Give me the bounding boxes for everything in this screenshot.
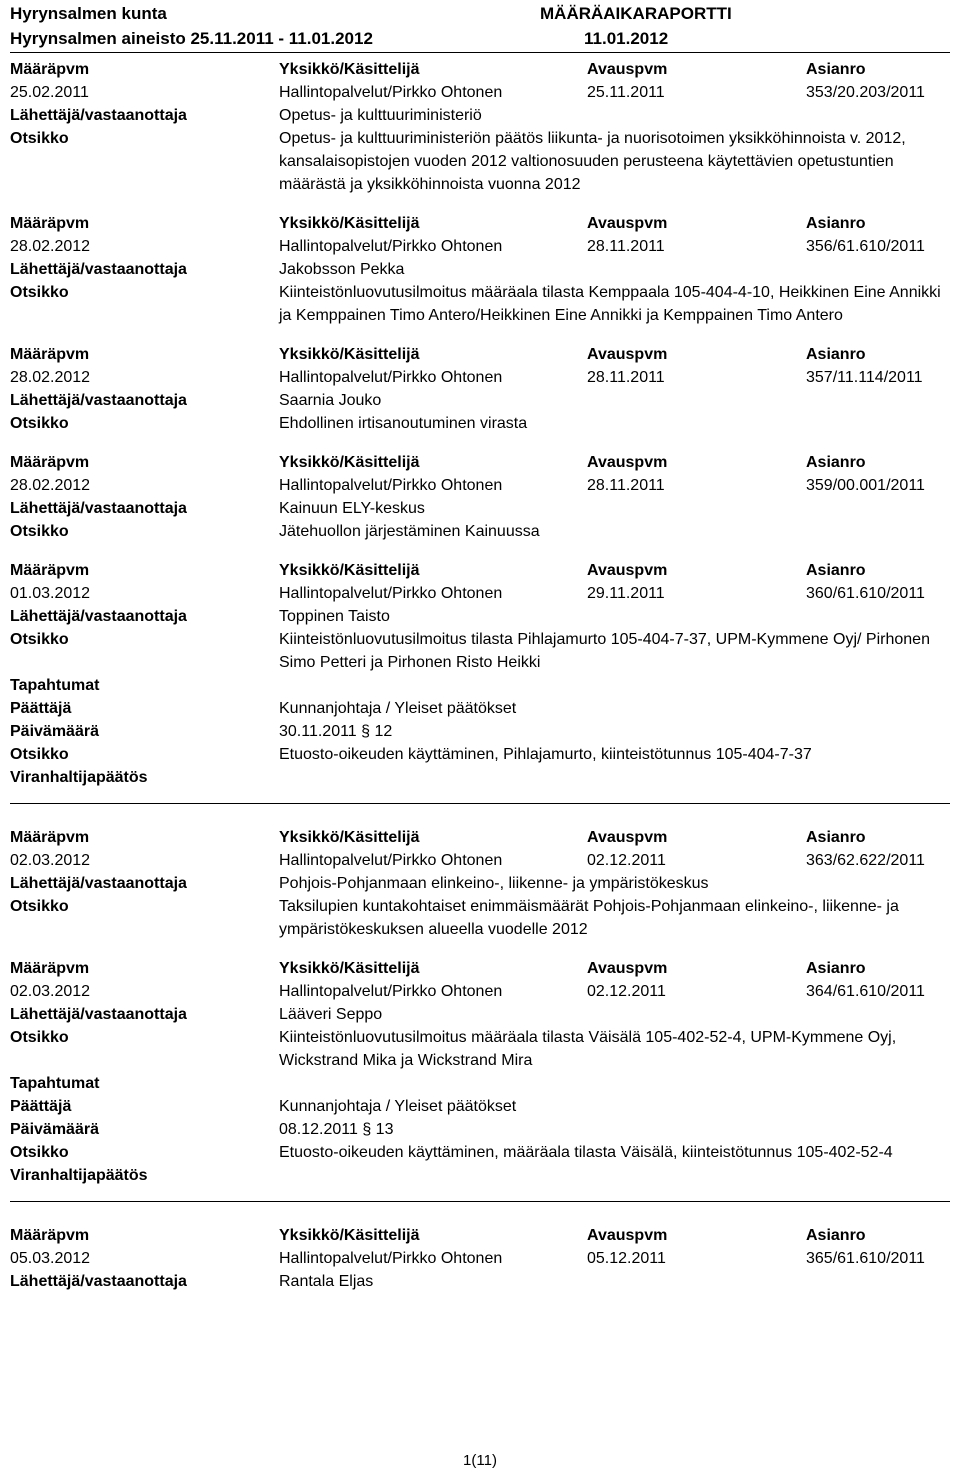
decision-type-label: Viranhaltijapäätös	[10, 1167, 148, 1184]
column-header-opened: Avauspvm	[587, 562, 668, 579]
record	[10, 451, 950, 543]
report-range: Hyrynsalmen aineisto 25.11.2011 - 11.01.2012	[10, 29, 373, 48]
column-header-deadline: Määräpvm	[10, 61, 90, 78]
case-number: 363/62.622/2011	[806, 852, 925, 869]
column-header-case: Asianro	[806, 960, 866, 977]
decider-row	[10, 697, 950, 720]
record-header-row	[10, 957, 950, 980]
column-header-case: Asianro	[806, 346, 866, 363]
record-values-row	[10, 980, 950, 1003]
decision-date-row	[10, 1118, 950, 1141]
sender-value: Toppinen Taisto	[279, 608, 390, 625]
report-date: 11.01.2012	[584, 29, 669, 48]
unit-value: Hallintopalvelut/Pirkko Ohtonen	[279, 852, 503, 869]
case-number: 356/61.610/2011	[806, 238, 925, 255]
subject-row	[10, 281, 950, 327]
sender-value: Rantala Eljas	[279, 1273, 374, 1290]
sender-row	[10, 258, 950, 281]
record-divider	[10, 1201, 950, 1202]
subject-label: Otsikko	[10, 523, 69, 540]
sender-row	[10, 1003, 950, 1026]
subject-row	[10, 895, 950, 941]
record	[10, 826, 950, 941]
column-header-deadline: Määräpvm	[10, 562, 90, 579]
sender-row	[10, 389, 950, 412]
opened-value: 28.11.2011	[587, 238, 665, 255]
column-header-deadline: Määräpvm	[10, 454, 90, 471]
record-values-row	[10, 1247, 950, 1270]
subject-value: Jätehuollon järjestäminen Kainuussa	[279, 523, 540, 540]
column-header-opened: Avauspvm	[587, 454, 668, 471]
record	[10, 957, 950, 1202]
case-number: 365/61.610/2011	[806, 1250, 925, 1267]
record-values-row	[10, 474, 950, 497]
sender-label: Lähettäjä/vastaanottaja	[10, 107, 187, 124]
opened-value: 02.12.2011	[587, 852, 666, 869]
column-header-deadline: Määräpvm	[10, 346, 90, 363]
deadline-value: 02.03.2012	[10, 852, 91, 869]
sender-label: Lähettäjä/vastaanottaja	[10, 1273, 187, 1290]
subject-label: Otsikko	[10, 415, 69, 432]
unit-value: Hallintopalvelut/Pirkko Ohtonen	[279, 1250, 503, 1267]
decision-subject-label: Otsikko	[10, 1144, 69, 1161]
sender-label: Lähettäjä/vastaanottaja	[10, 1006, 187, 1023]
decision-subject-value: Etuosto-oikeuden käyttäminen, määräala tilasta Väisälä, kiinteistötunnus 105-402-52-4	[279, 1144, 893, 1161]
record-list	[10, 58, 950, 1309]
unit-value: Hallintopalvelut/Pirkko Ohtonen	[279, 84, 503, 101]
unit-value: Hallintopalvelut/Pirkko Ohtonen	[279, 369, 503, 386]
decider-row	[10, 1095, 950, 1118]
column-header-unit: Yksikkö/Käsittelijä	[279, 562, 420, 579]
subject-label: Otsikko	[10, 631, 69, 648]
record	[10, 212, 950, 327]
opened-value: 29.11.2011	[587, 585, 665, 602]
record-header-row	[10, 559, 950, 582]
decision-date-value: 30.11.2011 § 12	[279, 723, 393, 740]
deadline-value: 28.02.2012	[10, 477, 91, 494]
subject-value: Kiinteistönluovutusilmoitus määräala tilasta Väisälä 105-402-52-4, UPM-Kymmene Oyj, Wickstrand Mika ja Wickstrand Mira	[279, 1029, 897, 1069]
decision-date-value: 08.12.2011 § 13	[279, 1121, 394, 1138]
sender-row	[10, 497, 950, 520]
column-header-deadline: Määräpvm	[10, 829, 90, 846]
record-values-row	[10, 366, 950, 389]
record-header-row	[10, 212, 950, 235]
opened-value: 28.11.2011	[587, 369, 665, 386]
record-values-row	[10, 582, 950, 605]
subject-value: Taksilupien kuntakohtaiset enimmäismäärät Pohjois-Pohjanmaan elinkeino-, liikenne- ja ympäristökeskuksen alueella vuodelle 2012	[279, 898, 899, 938]
decision-date-label: Päivämäärä	[10, 723, 99, 740]
sender-value: Lääveri Seppo	[279, 1006, 383, 1023]
sender-value: Opetus- ja kulttuuriministeriö	[279, 107, 482, 124]
sender-value: Kainuun ELY-keskus	[279, 500, 425, 517]
case-number: 353/20.203/2011	[806, 84, 925, 101]
record	[10, 1224, 950, 1293]
unit-value: Hallintopalvelut/Pirkko Ohtonen	[279, 238, 503, 255]
sender-label: Lähettäjä/vastaanottaja	[10, 500, 187, 517]
unit-value: Hallintopalvelut/Pirkko Ohtonen	[279, 585, 503, 602]
subject-label: Otsikko	[10, 898, 69, 915]
sender-label: Lähettäjä/vastaanottaja	[10, 392, 187, 409]
record-values-row	[10, 235, 950, 258]
opened-value: 02.12.2011	[587, 983, 666, 1000]
case-number: 359/00.001/2011	[806, 477, 925, 494]
opened-value: 05.12.2011	[587, 1250, 666, 1267]
decider-label: Päättäjä	[10, 1098, 72, 1115]
column-header-unit: Yksikkö/Käsittelijä	[279, 829, 420, 846]
sender-value: Pohjois-Pohjanmaan elinkeino-, liikenne- ja ympäristökeskus	[279, 875, 709, 892]
sender-row	[10, 872, 950, 895]
case-number: 364/61.610/2011	[806, 983, 925, 1000]
subject-value: Kiinteistönluovutusilmoitus tilasta Pihlajamurto 105-404-7-37, UPM-Kymmene Oyj/ Pirhonen Simo Petteri ja Pirhonen Risto Heikki	[279, 631, 930, 671]
record-header-row	[10, 826, 950, 849]
sender-label: Lähettäjä/vastaanottaja	[10, 875, 187, 892]
events-row	[10, 674, 950, 697]
subject-row	[10, 412, 950, 435]
decision-subject-value: Etuosto-oikeuden käyttäminen, Pihlajamurto, kiinteistötunnus 105-404-7-37	[279, 746, 812, 763]
events-label: Tapahtumat	[10, 677, 100, 694]
record-values-row	[10, 849, 950, 872]
column-header-case: Asianro	[806, 1227, 866, 1244]
column-header-opened: Avauspvm	[587, 829, 668, 846]
record	[10, 559, 950, 804]
subject-row	[10, 1026, 950, 1072]
unit-value: Hallintopalvelut/Pirkko Ohtonen	[279, 477, 503, 494]
column-header-deadline: Määräpvm	[10, 1227, 90, 1244]
sender-label: Lähettäjä/vastaanottaja	[10, 608, 187, 625]
deadline-value: 01.03.2012	[10, 585, 91, 602]
column-header-opened: Avauspvm	[587, 346, 668, 363]
opened-value: 28.11.2011	[587, 477, 665, 494]
column-header-case: Asianro	[806, 829, 866, 846]
decision-subject-row	[10, 1141, 950, 1164]
column-header-opened: Avauspvm	[587, 61, 668, 78]
deadline-value: 25.02.2011	[10, 84, 89, 101]
column-header-opened: Avauspvm	[587, 960, 668, 977]
sender-value: Saarnia Jouko	[279, 392, 382, 409]
decider-value: Kunnanjohtaja / Yleiset päätökset	[279, 700, 517, 717]
decision-type-row	[10, 766, 950, 789]
column-header-unit: Yksikkö/Käsittelijä	[279, 960, 420, 977]
subject-label: Otsikko	[10, 130, 69, 147]
sender-row	[10, 605, 950, 628]
decision-date-row	[10, 720, 950, 743]
column-header-unit: Yksikkö/Käsittelijä	[279, 346, 420, 363]
deadline-value: 05.03.2012	[10, 1250, 91, 1267]
record-values-row	[10, 81, 950, 104]
deadline-value: 28.02.2012	[10, 369, 91, 386]
unit-value: Hallintopalvelut/Pirkko Ohtonen	[279, 983, 503, 1000]
column-header-case: Asianro	[806, 215, 866, 232]
opened-value: 25.11.2011	[587, 84, 665, 101]
decider-value: Kunnanjohtaja / Yleiset päätökset	[279, 1098, 517, 1115]
deadline-value: 02.03.2012	[10, 983, 91, 1000]
decision-type-row	[10, 1164, 950, 1187]
column-header-unit: Yksikkö/Käsittelijä	[279, 454, 420, 471]
column-header-case: Asianro	[806, 562, 866, 579]
sender-row	[10, 104, 950, 127]
subject-label: Otsikko	[10, 1029, 69, 1046]
record-header-row	[10, 1224, 950, 1247]
subject-label: Otsikko	[10, 284, 69, 301]
column-header-case: Asianro	[806, 61, 866, 78]
record	[10, 343, 950, 435]
subject-row	[10, 127, 950, 196]
column-header-case: Asianro	[806, 454, 866, 471]
column-header-deadline: Määräpvm	[10, 960, 90, 977]
record-divider	[10, 803, 950, 804]
header-divider	[10, 52, 950, 53]
decision-type-label: Viranhaltijapäätös	[10, 769, 148, 786]
column-header-unit: Yksikkö/Käsittelijä	[279, 61, 420, 78]
subject-value: Ehdollinen irtisanoutuminen virasta	[279, 415, 528, 432]
sender-value: Jakobsson Pekka	[279, 261, 405, 278]
decision-subject-row	[10, 743, 950, 766]
record-header-row	[10, 451, 950, 474]
decider-label: Päättäjä	[10, 700, 72, 717]
column-header-opened: Avauspvm	[587, 1227, 668, 1244]
page-number: 1(11)	[463, 1452, 497, 1469]
record-header-row	[10, 58, 950, 81]
subject-row	[10, 520, 950, 543]
record-header-row	[10, 343, 950, 366]
column-header-unit: Yksikkö/Käsittelijä	[279, 1227, 420, 1244]
subject-value: Opetus- ja kulttuuriministeriön päätös liikunta- ja nuorisotoimen yksikköhinnoista v. 2012, kansalaisopistojen vuoden 2012 valtionosuuden perusteena käytettävien opetustuntien määrästä ja yksikköhinnoista vuonna 2012	[279, 130, 906, 193]
column-header-unit: Yksikkö/Käsittelijä	[279, 215, 420, 232]
events-row	[10, 1072, 950, 1095]
events-label: Tapahtumat	[10, 1075, 100, 1092]
column-header-deadline: Määräpvm	[10, 215, 90, 232]
deadline-value: 28.02.2012	[10, 238, 91, 255]
case-number: 360/61.610/2011	[806, 585, 925, 602]
report-header	[10, 4, 950, 48]
decision-subject-label: Otsikko	[10, 746, 69, 763]
case-number: 357/11.114/2011	[806, 369, 923, 386]
subject-row	[10, 628, 950, 674]
sender-label: Lähettäjä/vastaanottaja	[10, 261, 187, 278]
column-header-opened: Avauspvm	[587, 215, 668, 232]
decision-date-label: Päivämäärä	[10, 1121, 99, 1138]
sender-row	[10, 1270, 950, 1293]
organization-name: Hyrynsalmen kunta	[10, 4, 167, 23]
report-title: MÄÄRÄAIKARAPORTTI	[540, 4, 732, 23]
subject-value: Kiinteistönluovutusilmoitus määräala tilasta Kemppaala 105-404-4-10, Heikkinen Eine Annikki ja Kemppainen Timo Antero/Heikkinen Eine Annikki ja Kemppainen Timo Antero	[279, 284, 941, 324]
record	[10, 58, 950, 196]
